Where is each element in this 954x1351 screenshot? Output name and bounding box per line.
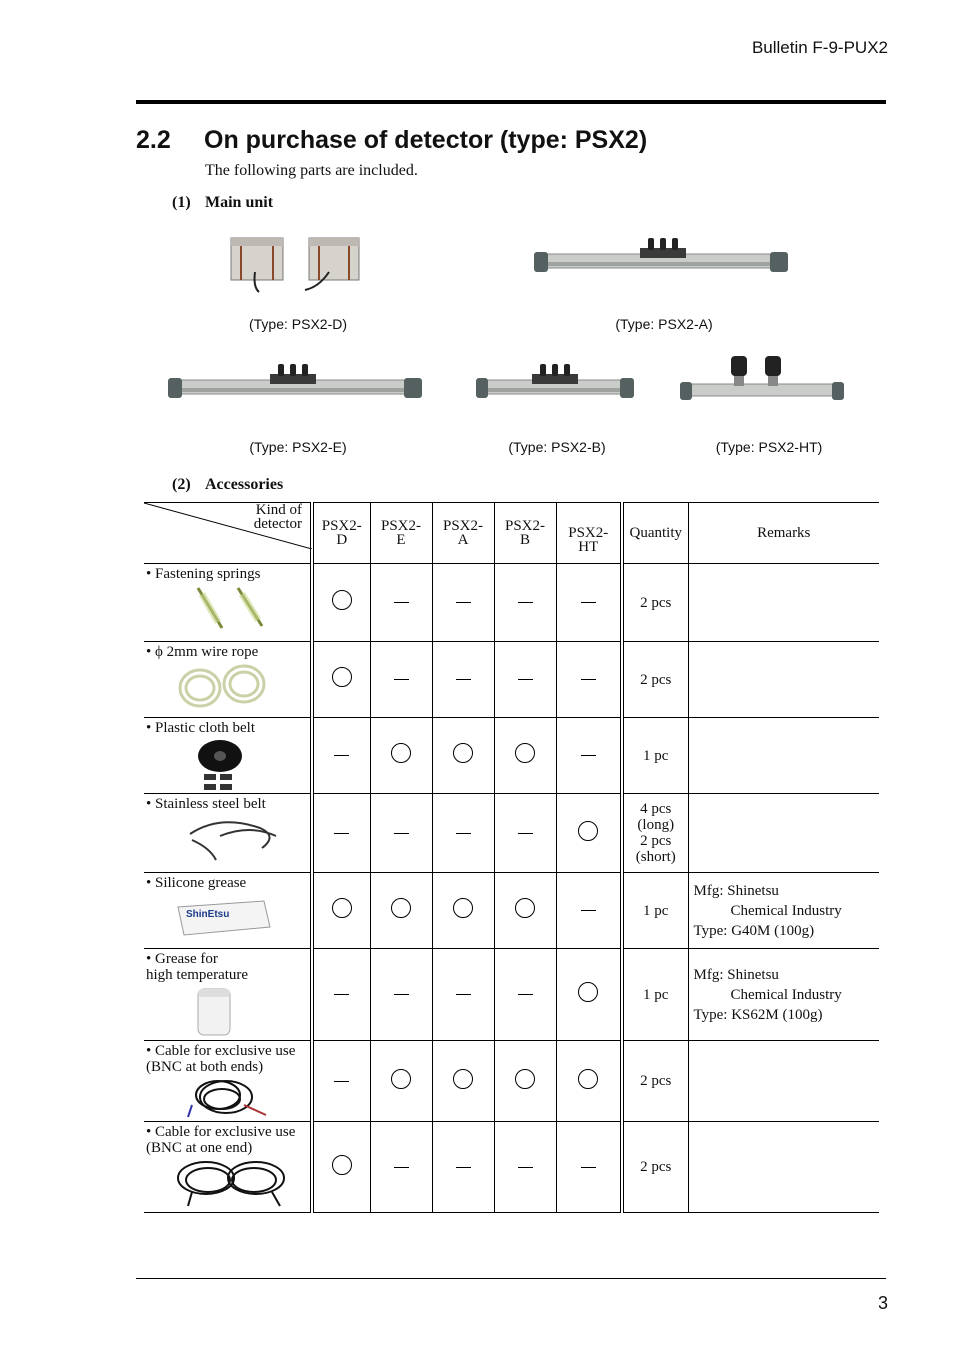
mark-psx2-ht	[556, 718, 622, 794]
mark-psx2-e	[370, 949, 432, 1041]
remarks-company: Chemical Industry	[730, 986, 842, 1003]
remarks-mfg: Mfg: Shinetsu	[693, 966, 779, 983]
remarks-cell	[688, 718, 879, 794]
included-circle-icon	[391, 743, 411, 763]
col-header-line2: B	[519, 532, 530, 548]
main-unit-number: (1)	[172, 194, 191, 211]
psx2-d-detector-image	[225, 232, 365, 294]
not-included-dash-icon	[394, 994, 409, 995]
accessory-wire-rope-image	[174, 662, 274, 715]
section-number: 2.2	[136, 126, 171, 154]
mark-psx2-a	[432, 949, 494, 1041]
accessory-springs-image	[182, 584, 272, 637]
col-header-psx2-d	[312, 503, 370, 564]
mark-psx2-a	[432, 873, 494, 949]
included-circle-icon	[578, 821, 598, 841]
not-included-dash-icon	[581, 679, 596, 680]
col-header-psx2-a	[432, 503, 494, 564]
not-included-dash-icon	[334, 833, 349, 834]
not-included-dash-icon	[518, 1167, 533, 1168]
table-row	[144, 1041, 879, 1122]
accessory-cable-both-image	[184, 1075, 274, 1126]
accessory-steel-belt-image	[180, 814, 280, 869]
mark-psx2-e	[370, 642, 432, 718]
mark-psx2-b	[494, 873, 556, 949]
included-circle-icon	[391, 1069, 411, 1089]
mark-psx2-b	[494, 642, 556, 718]
not-included-dash-icon	[456, 602, 471, 603]
remarks-cell	[688, 794, 879, 873]
not-included-dash-icon	[581, 755, 596, 756]
accessory-name: • Cable for exclusive use (BNC at one end)	[146, 1124, 296, 1156]
mark-psx2-d	[312, 642, 370, 718]
mark-psx2-d	[312, 794, 370, 873]
detector-label: detector	[253, 516, 302, 532]
table-row	[144, 718, 879, 794]
included-circle-icon	[453, 743, 473, 763]
psx2-e-detector-image	[166, 358, 424, 408]
caption-psx2-ht: (Type: PSX2-HT)	[715, 439, 823, 455]
not-included-dash-icon	[334, 994, 349, 995]
caption-psx2-d: (Type: PSX2-D)	[248, 316, 348, 332]
mark-psx2-a	[432, 794, 494, 873]
mark-psx2-ht	[556, 873, 622, 949]
bulletin-number: Bulletin F-9-PUX2	[751, 38, 888, 57]
mark-psx2-ht	[556, 949, 622, 1041]
remarks-cell	[688, 564, 879, 642]
included-circle-icon	[332, 898, 352, 918]
remarks-cell	[688, 1041, 879, 1122]
remarks-type: Type: KS62M (100g)	[693, 1006, 823, 1023]
quantity-cell: 1 pc	[622, 718, 688, 794]
mark-psx2-a	[432, 642, 494, 718]
table-header-row	[144, 503, 879, 564]
included-circle-icon	[391, 898, 411, 918]
mark-psx2-d	[312, 564, 370, 642]
mark-psx2-e	[370, 718, 432, 794]
table-row	[144, 794, 879, 873]
col-header-line2: HT	[578, 539, 599, 555]
accessory-silicone-grease-image	[174, 899, 274, 944]
quantity-cell: 4 pcs (long) 2 pcs (short)	[622, 794, 688, 873]
kind-of-label: Kind of	[255, 502, 302, 518]
col-header-line1: PSX2-	[504, 518, 545, 534]
mark-psx2-b	[494, 564, 556, 642]
not-included-dash-icon	[394, 833, 409, 834]
mark-psx2-b	[494, 718, 556, 794]
caption-psx2-b: (Type: PSX2-B)	[508, 439, 606, 455]
accessory-name: • Cable for exclusive use (BNC at both ends)	[146, 1043, 296, 1075]
remarks-type: Type: G40M (100g)	[693, 922, 815, 939]
accessory-name: • Stainless steel belt	[146, 796, 266, 812]
accessory-name: • Plastic cloth belt	[146, 720, 255, 736]
accessory-item-cell	[144, 794, 312, 873]
silicone-grease-brand: ShinEtsu	[186, 909, 230, 920]
mark-psx2-d	[312, 873, 370, 949]
not-included-dash-icon	[518, 602, 533, 603]
accessory-cable-one-image	[172, 1156, 292, 1213]
table-row	[144, 949, 879, 1041]
col-header-line1: PSX2-	[380, 518, 421, 534]
quantity-cell: 2 pcs	[622, 642, 688, 718]
intro-text: The following parts are included.	[205, 162, 418, 179]
quantity-cell: 1 pc	[622, 873, 688, 949]
mark-psx2-ht	[556, 1041, 622, 1122]
psx2-a-detector-image	[532, 226, 794, 286]
not-included-dash-icon	[581, 602, 596, 603]
mark-psx2-b	[494, 949, 556, 1041]
accessory-item-cell	[144, 564, 312, 642]
remarks-cell	[688, 949, 879, 1041]
not-included-dash-icon	[334, 1081, 349, 1082]
psx2-ht-detector-image	[676, 352, 846, 410]
caption-psx2-a: (Type: PSX2-A)	[615, 316, 713, 332]
not-included-dash-icon	[518, 833, 533, 834]
not-included-dash-icon	[518, 994, 533, 995]
not-included-dash-icon	[456, 679, 471, 680]
quantity-cell: 2 pcs	[622, 1041, 688, 1122]
header-rule	[136, 100, 886, 104]
remarks-cell	[688, 1122, 879, 1213]
mark-psx2-d	[312, 718, 370, 794]
col-header-psx2-b	[494, 503, 556, 564]
mark-psx2-b	[494, 1122, 556, 1213]
col-header-line2: D	[336, 532, 348, 548]
accessory-item-cell	[144, 718, 312, 794]
mark-psx2-b	[494, 1041, 556, 1122]
col-header-psx2-ht	[556, 503, 622, 564]
not-included-dash-icon	[456, 1167, 471, 1168]
included-circle-icon	[332, 667, 352, 687]
remarks-cell	[688, 642, 879, 718]
mark-psx2-e	[370, 873, 432, 949]
not-included-dash-icon	[456, 994, 471, 995]
table-row	[144, 873, 879, 949]
mark-psx2-a	[432, 718, 494, 794]
included-circle-icon	[453, 1069, 473, 1089]
not-included-dash-icon	[394, 602, 409, 603]
col-header-remarks: Remarks	[688, 503, 879, 564]
accessory-name: • ϕ 2mm wire rope	[146, 644, 259, 660]
accessories-number: (2)	[172, 476, 191, 493]
kind-of-detector-header	[144, 503, 312, 564]
included-circle-icon	[515, 898, 535, 918]
col-header-quantity: Quantity	[622, 503, 688, 564]
quantity-cell: 1 pc	[622, 949, 688, 1041]
not-included-dash-icon	[394, 679, 409, 680]
included-circle-icon	[578, 1069, 598, 1089]
remarks-company: Chemical Industry	[730, 902, 842, 919]
accessory-item-cell	[144, 1041, 312, 1122]
page-number: 3	[877, 1293, 888, 1313]
accessories-heading: Accessories	[205, 476, 284, 493]
accessory-item-cell	[144, 1122, 312, 1213]
accessory-item-cell	[144, 949, 312, 1041]
included-circle-icon	[453, 898, 473, 918]
psx2-b-detector-image	[474, 358, 636, 408]
not-included-dash-icon	[518, 679, 533, 680]
mark-psx2-d	[312, 949, 370, 1041]
col-header-line1: PSX2-	[442, 518, 483, 534]
mark-psx2-a	[432, 1041, 494, 1122]
col-header-line1: PSX2-	[568, 525, 609, 541]
col-header-psx2-e	[370, 503, 432, 564]
not-included-dash-icon	[581, 1167, 596, 1168]
included-circle-icon	[578, 982, 598, 1002]
col-header-line1: PSX2-	[321, 518, 362, 534]
not-included-dash-icon	[334, 755, 349, 756]
section-title: On purchase of detector (type: PSX2)	[204, 126, 648, 154]
col-header-line2: E	[396, 532, 406, 548]
not-included-dash-icon	[581, 910, 596, 911]
caption-psx2-e: (Type: PSX2-E)	[249, 439, 347, 455]
mark-psx2-a	[432, 1122, 494, 1213]
mark-psx2-a	[432, 564, 494, 642]
mark-psx2-ht	[556, 794, 622, 873]
accessory-cloth-belt-image	[196, 738, 246, 799]
accessory-hightemp-grease-image	[194, 985, 234, 1044]
mark-psx2-ht	[556, 1122, 622, 1213]
included-circle-icon	[515, 1069, 535, 1089]
mark-psx2-e	[370, 1041, 432, 1122]
mark-psx2-ht	[556, 642, 622, 718]
quantity-cell: 2 pcs	[622, 1122, 688, 1213]
mark-psx2-b	[494, 794, 556, 873]
remarks-mfg: Mfg: Shinetsu	[693, 882, 779, 899]
table-row	[144, 564, 879, 642]
accessory-name: • Grease for high temperature	[146, 951, 249, 983]
included-circle-icon	[515, 743, 535, 763]
accessory-item-cell	[144, 642, 312, 718]
footer-rule	[136, 1278, 886, 1279]
mark-psx2-e	[370, 1122, 432, 1213]
table-row	[144, 1122, 879, 1213]
mark-psx2-e	[370, 564, 432, 642]
accessories-table	[144, 502, 879, 1213]
accessory-name: • Fastening springs	[146, 566, 261, 582]
not-included-dash-icon	[456, 833, 471, 834]
not-included-dash-icon	[394, 1167, 409, 1168]
remarks-cell	[688, 873, 879, 949]
included-circle-icon	[332, 1155, 352, 1175]
col-header-line2: A	[457, 532, 469, 548]
main-unit-heading: Main unit	[205, 194, 274, 211]
accessory-name: • Silicone grease	[146, 875, 247, 891]
included-circle-icon	[332, 590, 352, 610]
mark-psx2-e	[370, 794, 432, 873]
quantity-cell: 2 pcs	[622, 564, 688, 642]
table-row	[144, 642, 879, 718]
accessory-item-cell	[144, 873, 312, 949]
mark-psx2-ht	[556, 564, 622, 642]
mark-psx2-d	[312, 1122, 370, 1213]
mark-psx2-d	[312, 1041, 370, 1122]
